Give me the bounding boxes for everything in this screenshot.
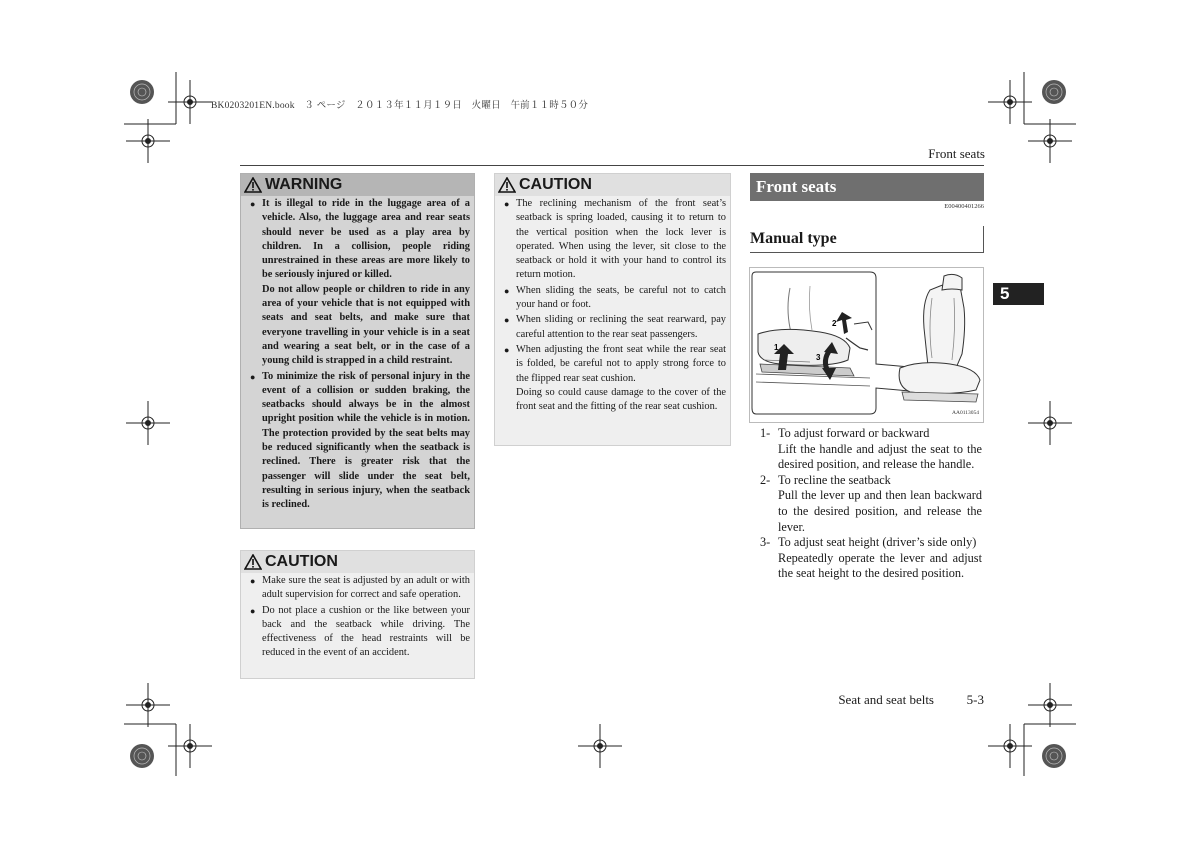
section-code: E00400401266 [944,203,984,210]
step-description: Lift the handle and adjust the seat to the desired position, and release the handle. [778,441,982,472]
book-info-line: BK0203201EN.book ３ ページ ２０１３年１１月１９日 火曜日 午前１１時５０分 [211,101,589,111]
caution-header [241,551,474,573]
figure-label-2: 2 [832,319,837,328]
warning-header [241,174,474,196]
page-number: 5-3 [966,692,984,707]
step-number: 1- [760,426,771,440]
step-item [760,535,982,582]
bullet-paragraph: When sliding or reclining the seat rearward, pay careful attention to the rear seat passengers. [516,314,726,340]
seat-drawing [750,268,983,422]
bullet-icon: ● [250,199,256,209]
caution-title: CAUTION [265,553,338,570]
step-number: 2- [760,472,771,487]
bullet-icon: ● [504,315,510,326]
header-rule [240,165,984,166]
figure-label-3: 3 [816,353,821,362]
step-title: To adjust seat height (driver’s side only) [778,535,977,550]
caution-triangle-icon [244,554,262,570]
step-title: To adjust forward or backward [778,426,930,440]
bullet-item [503,197,726,283]
warning-items [249,197,470,514]
adjustment-steps [760,426,982,582]
caution-title: CAUTION [519,176,592,193]
bullet-icon: ● [250,371,256,382]
bullet-item [249,197,470,369]
bullet-item [249,574,470,603]
subsection-title: Manual type [750,226,984,253]
caution-header [495,174,730,196]
bullet-item [249,604,470,661]
step-item [760,473,982,535]
bullet-paragraph: When adjusting the front seat while the rear seat is folded, be careful not to apply strong force to the flipped rear seat cushion. [516,343,726,384]
caution-box-left [240,550,475,679]
figure-label-1: 1 [774,343,779,352]
section-title: Front seats [750,173,984,201]
bullet-icon: ● [504,199,510,209]
step-number: 3- [760,535,771,550]
figure-code: AA0113054 [952,410,979,416]
bullet-paragraph: Do not allow people or children to ride in any area of your vehicle that is not equipped with seats and seat belts, and make sure that everyone travelling in your vehicle is in a seat and wearing a seat belt, or in the case of a young child is strapped in a child restraint. [262,283,470,367]
bullet-paragraph: When sliding the seats, be careful not to catch your hand or foot. [516,284,726,311]
step-item [760,426,982,473]
bullet-item [503,343,726,414]
caution-items [249,574,470,662]
bullet-paragraph: Do not place a cushion or the like between your back and the seatback while driving. The effectiveness of the head restraints will be reduced in the event of an accident. [262,604,470,659]
bullet-item [503,313,726,342]
bullet-paragraph: To minimize the risk of personal injury in the event of a collision or sudden braking, the seatbacks should always be in the almost upright position while the vehicle is in motion. The protection provided by the seat belts may be reduced significantly when the seatback is reclined. There is greater risk that the passenger will slide under the seat belt, resulting in serious injury, when the seatback is reclined. [262,370,470,511]
chapter-tab: 5 [993,283,1044,305]
bullet-paragraph: Doing so could cause damage to the cover of the front seat and the fitting of the rear seat cushion. [516,386,726,413]
bullet-paragraph: Make sure the seat is adjusted by an adult or with adult supervision for correct and safe operation. [262,575,470,601]
caution-items [503,197,726,415]
seat-illustration [749,267,984,423]
bullet-paragraph: It is illegal to ride in the luggage area of a vehicle. Also, the luggage area and rear seats should never be used as a play area by children. In a collision, people riding unrestrained in these areas are more likely to be seriously injured or killed. [262,198,470,281]
warning-triangle-icon [244,177,262,193]
caution-box-middle [494,173,731,446]
footer-chapter: Seat and seat belts [838,692,934,707]
caution-triangle-icon [498,177,516,193]
bullet-icon: ● [504,285,510,296]
step-description: Pull the lever up and then lean backward to the desired position, and release the lever. [778,488,982,534]
warning-box [240,173,475,529]
bullet-icon: ● [250,605,256,616]
bullet-icon: ● [250,576,256,586]
bullet-paragraph: The reclining mechanism of the front seat’s seatback is spring loaded, causing it to return to the vertical position when the lock lever is operated. When using the lever, sit close to the seatback or hold it with your hand to control its return motion. [516,198,726,281]
bullet-icon: ● [504,344,510,355]
step-description: Repeatedly operate the lever and adjust the seat height to the desired position. [778,550,982,581]
step-title: To recline the seatback [778,472,891,487]
warning-title: WARNING [265,176,343,193]
bullet-item [503,284,726,313]
bullet-item [249,370,470,513]
running-header: Front seats [928,146,985,161]
